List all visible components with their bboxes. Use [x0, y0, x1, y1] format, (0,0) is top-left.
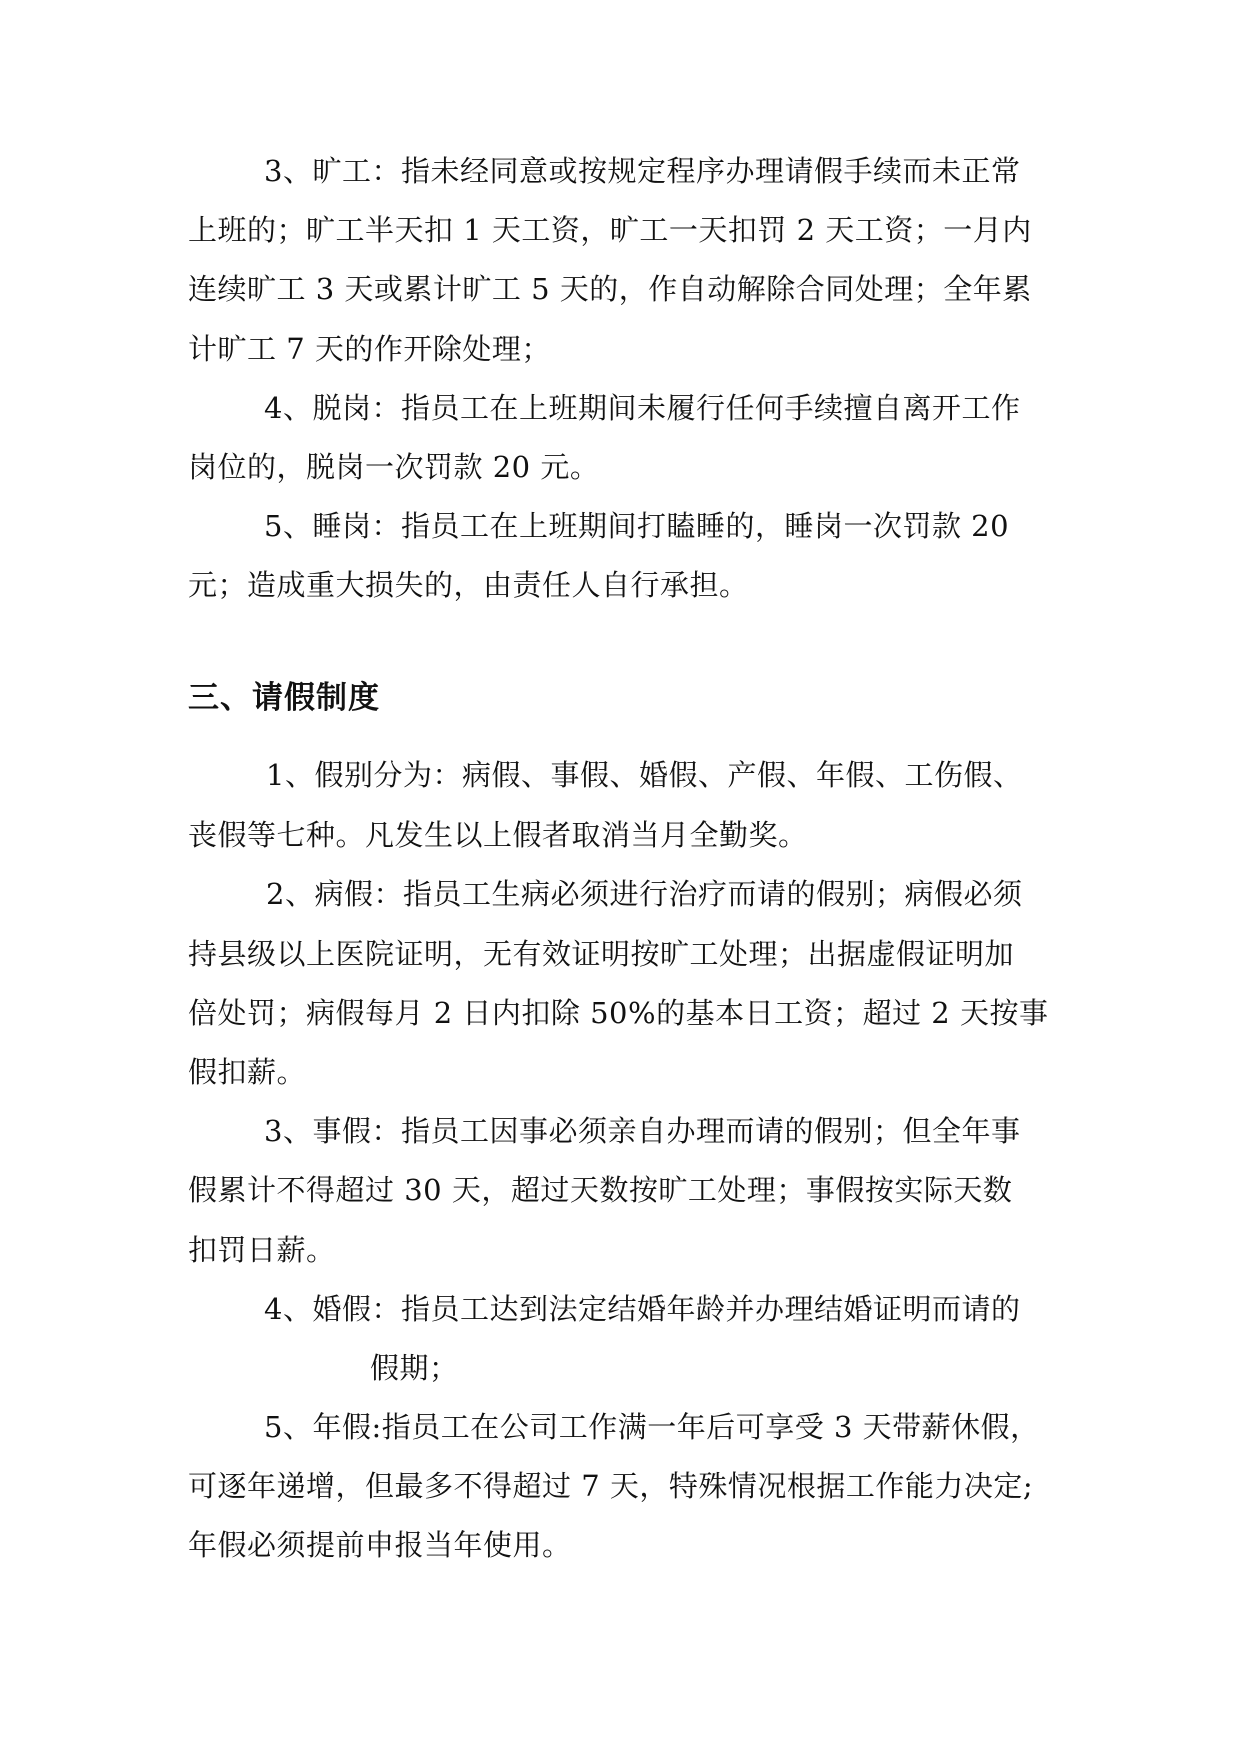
paragraph-annual-leave-line-1: 5、年假:指员工在公司工作满一年后可享受 3 天带薪休假， — [264, 1410, 1040, 1444]
paragraph-leaving-post-line-2: 岗位的，脱岗一次罚款 20 元。 — [188, 450, 600, 484]
paragraph-absenteeism-line-1: 3、旷工：指未经同意或按规定程序办理请假手续而未正常 — [264, 154, 1021, 188]
paragraph-leaving-post-line-1: 4、脱岗：指员工在上班期间未履行任何手续擅自离开工作 — [264, 391, 1021, 425]
paragraph-leave-types-line-2: 丧假等七种。凡发生以上假者取消当月全勤奖。 — [188, 818, 808, 852]
section-heading-leave-policy: 三、请假制度 — [188, 680, 380, 716]
paragraph-absenteeism-line-4: 计旷工 7 天的作开除处理； — [188, 332, 551, 366]
paragraph-absenteeism-line-3: 连续旷工 3 天或累计旷工 5 天的，作自动解除合同处理；全年累 — [188, 272, 1032, 306]
paragraph-sleeping-line-2: 元；造成重大损失的，由责任人自行承担。 — [188, 568, 749, 602]
paragraph-marriage-leave-line-2: 假期； — [370, 1351, 459, 1385]
paragraph-sick-leave-line-2: 持县级以上医院证明，无有效证明按旷工处理；出据虚假证明加 — [188, 937, 1015, 971]
paragraph-sick-leave-line-4: 假扣薪。 — [188, 1055, 307, 1089]
paragraph-leave-types-line-1: 1、假别分为：病假、事假、婚假、产假、年假、工伤假、 — [266, 758, 1023, 792]
paragraph-annual-leave-line-2: 可逐年递增，但最多不得超过 7 天，特殊情况根据工作能力决定; — [188, 1469, 1034, 1503]
paragraph-personal-leave-line-1: 3、事假：指员工因事必须亲自办理而请的假别；但全年事 — [264, 1114, 1021, 1148]
paragraph-annual-leave-line-3: 年假必须提前申报当年使用。 — [188, 1528, 572, 1562]
paragraph-marriage-leave-line-1: 4、婚假：指员工达到法定结婚年龄并办理结婚证明而请的 — [264, 1292, 1021, 1326]
paragraph-sick-leave-line-3: 倍处罚；病假每月 2 日内扣除 50%的基本日工资；超过 2 天按事 — [188, 996, 1049, 1030]
paragraph-sleeping-line-1: 5、睡岗：指员工在上班期间打瞌睡的，睡岗一次罚款 20 — [264, 509, 1010, 543]
paragraph-sick-leave-line-1: 2、病假：指员工生病必须进行治疗而请的假别；病假必须 — [266, 877, 1023, 911]
paragraph-personal-leave-line-2: 假累计不得超过 30 天，超过天数按旷工处理；事假按实际天数 — [188, 1173, 1013, 1207]
paragraph-absenteeism-line-2: 上班的；旷工半天扣 1 天工资，旷工一天扣罚 2 天工资；一月内 — [188, 213, 1032, 247]
paragraph-personal-leave-line-3: 扣罚日薪。 — [188, 1233, 336, 1267]
